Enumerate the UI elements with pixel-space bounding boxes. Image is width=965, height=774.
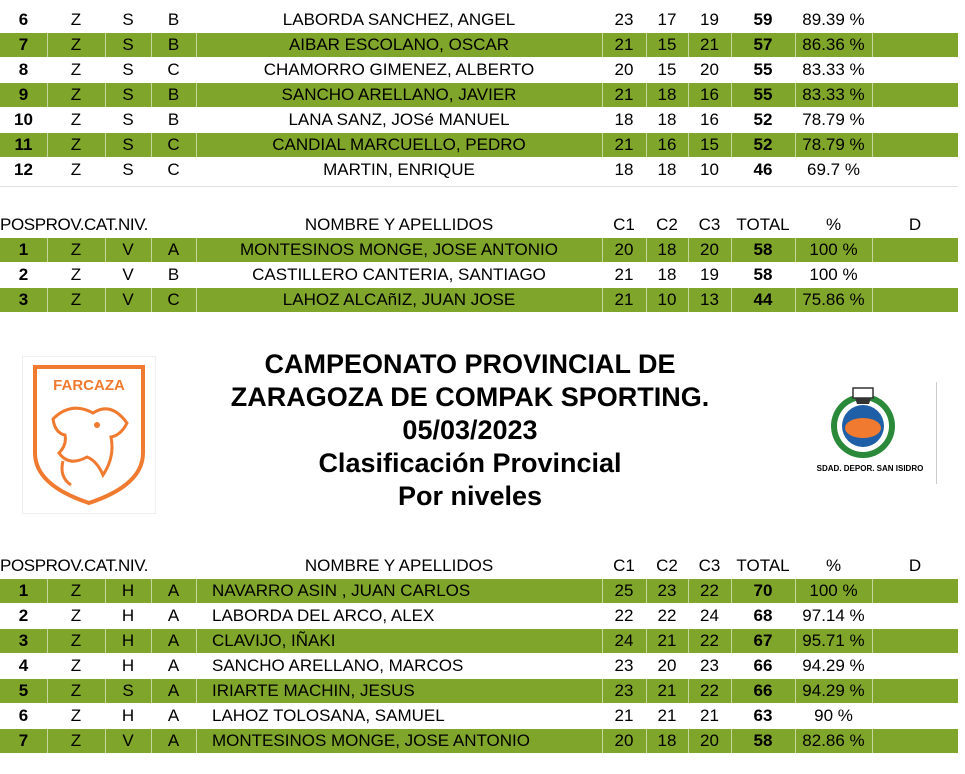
c1-cell: 20 [602, 238, 647, 262]
header-name: NOMBRE Y APELLIDOS [304, 556, 494, 575]
position-cell: 4 [18, 656, 29, 675]
total-cell: 55 [731, 83, 796, 107]
name-cell: SANCHO ARELLANO, MARCOS [212, 656, 464, 675]
province-cell: Z [70, 265, 82, 284]
table-row [0, 238, 958, 262]
table-row [0, 629, 958, 653]
position-cell: 9 [0, 83, 48, 107]
percent-cell: 100 % [809, 265, 858, 284]
category-cell: S [105, 83, 152, 107]
position-cell: 12 [14, 160, 33, 179]
c2-cell: 22 [657, 606, 677, 625]
category-cell: H [121, 606, 135, 625]
province-cell: Z [70, 706, 82, 725]
c2-cell: 18 [657, 110, 677, 129]
header-c3: C3 [698, 556, 721, 575]
total-cell: 58 [731, 729, 796, 753]
title-line-5: Por niveles [397, 481, 543, 511]
c2-cell: 23 [646, 579, 689, 603]
name-cell: LABORDA SANCHEZ, ANGEL [282, 10, 516, 29]
total-cell: 59 [753, 10, 773, 29]
name-cell: MONTESINOS MONGE, JOSE ANTONIO [196, 729, 603, 753]
category-cell: H [105, 629, 152, 653]
d-cell [872, 679, 958, 703]
logo-left-text: FARCAZA [53, 377, 125, 394]
level-cell: C [151, 133, 197, 157]
c1-cell: 21 [602, 33, 647, 57]
c3-cell: 16 [688, 83, 732, 107]
header-posprov: POSPROV.CAT.NIV. [0, 215, 148, 234]
table-row [0, 579, 958, 603]
logo-divider [936, 382, 937, 484]
province-cell: Z [70, 160, 82, 179]
middle-ranking-table [0, 238, 958, 312]
c1-cell: 23 [614, 10, 634, 29]
c2-cell: 21 [646, 629, 689, 653]
header-d: D [908, 556, 922, 575]
province-cell: Z [47, 629, 106, 653]
name-cell: NAVARRO ASIN , JUAN CARLOS [196, 579, 603, 603]
c3-cell: 20 [700, 60, 719, 79]
c3-cell: 24 [700, 606, 719, 625]
position-cell: 1 [0, 238, 48, 262]
farcaza-shield-icon [23, 357, 155, 513]
name-cell: IRIARTE MACHIN, JESUS [196, 679, 603, 703]
c3-cell: 19 [700, 265, 719, 284]
province-cell: Z [47, 133, 106, 157]
name-cell: MONTESINOS MONGE, JOSE ANTONIO [196, 238, 603, 262]
category-cell: V [105, 288, 152, 312]
position-cell: 3 [0, 288, 48, 312]
c2-cell: 18 [646, 729, 689, 753]
d-cell [872, 33, 958, 57]
d-cell [872, 288, 958, 312]
c1-cell: 21 [602, 133, 647, 157]
header-total: TOTAL [736, 215, 790, 234]
farcaza-logo [22, 356, 156, 514]
position-cell: 7 [0, 729, 48, 753]
province-cell: Z [47, 579, 106, 603]
category-cell: H [121, 706, 135, 725]
table-divider [0, 186, 958, 187]
category-cell: V [105, 238, 152, 262]
province-cell: Z [70, 606, 82, 625]
c3-cell: 15 [688, 133, 732, 157]
name-cell: LAHOZ TOLOSANA, SAMUEL [212, 706, 445, 725]
level-cell: A [167, 706, 180, 725]
name-cell: LANA SANZ, JOSé MANUEL [288, 110, 510, 129]
position-cell: 6 [18, 706, 29, 725]
d-cell [872, 704, 958, 728]
percent-cell: 69.7 % [807, 160, 860, 179]
c2-cell: 21 [657, 706, 677, 725]
header-c2: C2 [656, 215, 678, 234]
level-cell: B [167, 110, 180, 129]
percent-cell: 89.39 % [802, 10, 865, 29]
table-row [0, 263, 958, 287]
total-cell: 67 [731, 629, 796, 653]
province-cell: Z [70, 10, 82, 29]
c2-cell: 18 [657, 265, 677, 284]
top-ranking-table [0, 8, 958, 183]
level-cell: A [151, 579, 197, 603]
name-cell: CASTILLERO CANTERIA, SANTIAGO [252, 265, 546, 284]
total-cell: 63 [753, 706, 773, 725]
percent-cell: 83.33 % [795, 83, 873, 107]
position-cell: 10 [14, 110, 33, 129]
c3-cell: 22 [688, 629, 732, 653]
percent-cell: 75.86 % [795, 288, 873, 312]
c3-cell: 22 [688, 679, 732, 703]
category-cell: S [105, 133, 152, 157]
level-cell: A [167, 606, 180, 625]
category-cell: S [122, 60, 134, 79]
total-cell: 52 [731, 133, 796, 157]
level-cell: B [151, 83, 197, 107]
table-row [0, 108, 958, 132]
d-cell [872, 83, 958, 107]
d-cell [872, 58, 958, 82]
name-cell: CANDIAL MARCUELLO, PEDRO [196, 133, 603, 157]
c1-cell: 21 [602, 288, 647, 312]
middle-ranking-section [0, 213, 958, 313]
c3-cell: 23 [700, 656, 719, 675]
province-cell: Z [70, 656, 82, 675]
category-cell: S [105, 679, 152, 703]
position-cell: 11 [0, 133, 48, 157]
d-cell [872, 654, 958, 678]
category-cell: S [122, 160, 134, 179]
total-cell: 66 [753, 656, 773, 675]
header-c1: C1 [613, 215, 635, 234]
position-cell: 3 [0, 629, 48, 653]
province-cell: Z [70, 60, 82, 79]
percent-cell: 78.79 % [795, 133, 873, 157]
category-cell: S [122, 10, 134, 29]
level-cell: A [151, 679, 197, 703]
position-cell: 8 [18, 60, 29, 79]
table-row [0, 704, 958, 728]
d-cell [872, 263, 958, 287]
province-cell: Z [47, 729, 106, 753]
c1-cell: 20 [614, 60, 634, 79]
logo-right-text: SDAD. DEPOR. SAN ISIDRO [816, 464, 924, 473]
category-cell: S [122, 110, 134, 129]
percent-cell: 94.29 % [802, 656, 865, 675]
c3-cell: 20 [688, 729, 732, 753]
c1-cell: 18 [614, 110, 634, 129]
c2-cell: 18 [657, 160, 677, 179]
c1-cell: 18 [614, 160, 634, 179]
c3-cell: 20 [688, 238, 732, 262]
position-cell: 6 [18, 10, 29, 29]
title-date: 05/03/2023 [402, 415, 538, 445]
c3-cell: 13 [688, 288, 732, 312]
level-cell: B [151, 33, 197, 57]
c2-cell: 18 [646, 83, 689, 107]
d-cell [872, 729, 958, 753]
total-cell: 44 [731, 288, 796, 312]
table-row [0, 8, 958, 32]
percent-cell: 86.36 % [795, 33, 873, 57]
province-cell: Z [47, 33, 106, 57]
table-row [0, 654, 958, 678]
table-row [0, 679, 958, 703]
level-cell: A [151, 729, 197, 753]
total-cell: 57 [731, 33, 796, 57]
level-cell: A [151, 238, 197, 262]
bottom-ranking-section [0, 554, 958, 754]
level-cell: A [167, 656, 180, 675]
name-cell: LABORDA DEL ARCO, ALEX [212, 606, 435, 625]
position-cell: 1 [0, 579, 48, 603]
c1-cell: 23 [602, 679, 647, 703]
title-line-1: CAMPEONATO PROVINCIAL DE [264, 349, 676, 379]
c1-cell: 23 [614, 656, 634, 675]
c2-cell: 15 [646, 33, 689, 57]
c1-cell: 21 [614, 706, 634, 725]
title-line-2: ZARAGOZA DE COMPAK SPORTING. [230, 382, 710, 412]
header-c2: C2 [656, 556, 678, 575]
table-header [0, 213, 958, 237]
table-header [0, 554, 958, 578]
level-cell: B [167, 10, 180, 29]
bottom-ranking-table [0, 579, 958, 753]
d-cell [872, 108, 958, 132]
san-isidro-emblem-icon [803, 382, 937, 462]
total-cell: 52 [753, 110, 773, 129]
category-cell: V [105, 729, 152, 753]
percent-cell: 94.29 % [795, 679, 873, 703]
name-cell: MARTIN, ENRIQUE [323, 160, 475, 179]
c2-cell: 15 [657, 60, 677, 79]
championship-title [180, 348, 760, 513]
c3-cell: 21 [700, 706, 719, 725]
level-cell: C [167, 60, 180, 79]
table-row [0, 729, 958, 753]
total-cell: 46 [753, 160, 773, 179]
name-cell: LAHOZ ALCAñIZ, JUAN JOSE [196, 288, 603, 312]
c1-cell: 20 [602, 729, 647, 753]
category-cell: V [122, 265, 134, 284]
d-cell [872, 604, 958, 628]
table-row [0, 83, 958, 107]
c1-cell: 24 [602, 629, 647, 653]
c3-cell: 21 [688, 33, 732, 57]
name-cell: CLAVIJO, IÑAKI [196, 629, 603, 653]
percent-cell: 82.86 % [795, 729, 873, 753]
province-cell: Z [47, 238, 106, 262]
c1-cell: 22 [614, 606, 634, 625]
d-cell [872, 579, 958, 603]
category-cell: H [121, 656, 135, 675]
name-cell: CHAMORRO GIMENEZ, ALBERTO [263, 60, 535, 79]
level-cell: C [167, 160, 180, 179]
table-row [0, 604, 958, 628]
position-cell: 5 [0, 679, 48, 703]
level-cell: A [151, 629, 197, 653]
c3-cell: 10 [700, 160, 719, 179]
d-cell [872, 133, 958, 157]
category-cell: S [105, 33, 152, 57]
name-cell: SANCHO ARELLANO, JAVIER [196, 83, 603, 107]
d-cell [872, 158, 958, 182]
header-name: NOMBRE Y APELLIDOS [304, 215, 494, 234]
percent-cell: 95.71 % [795, 629, 873, 653]
province-cell: Z [47, 288, 106, 312]
c1-cell: 21 [602, 83, 647, 107]
table-row [0, 158, 958, 182]
san-isidro-logo [803, 382, 937, 482]
percent-cell: 97.14 % [802, 606, 865, 625]
c2-cell: 18 [646, 238, 689, 262]
header-pct: % [825, 556, 842, 575]
header-posprov: POSPROV.CAT.NIV. [0, 556, 148, 575]
d-cell [872, 8, 958, 32]
header-total: TOTAL [736, 556, 790, 575]
category-cell: H [105, 579, 152, 603]
name-cell: AIBAR ESCOLANO, OSCAR [196, 33, 603, 57]
position-cell: 2 [18, 265, 29, 284]
table-row [0, 133, 958, 157]
c3-cell: 16 [700, 110, 719, 129]
c3-cell: 22 [688, 579, 732, 603]
province-cell: Z [47, 679, 106, 703]
table-row [0, 33, 958, 57]
province-cell: Z [70, 110, 82, 129]
table-row [0, 288, 958, 312]
province-cell: Z [47, 83, 106, 107]
total-cell: 66 [731, 679, 796, 703]
c3-cell: 19 [700, 10, 719, 29]
c2-cell: 20 [657, 656, 677, 675]
d-cell [872, 238, 958, 262]
d-cell [872, 629, 958, 653]
percent-cell: 100 % [795, 238, 873, 262]
header-c3: C3 [698, 215, 721, 234]
percent-cell: 90 % [814, 706, 853, 725]
total-cell: 55 [753, 60, 773, 79]
level-cell: C [151, 288, 197, 312]
table-row [0, 58, 958, 82]
total-cell: 58 [731, 238, 796, 262]
position-cell: 7 [0, 33, 48, 57]
c2-cell: 21 [646, 679, 689, 703]
header-pct: % [825, 215, 842, 234]
percent-cell: 83.33 % [802, 60, 865, 79]
c2-cell: 17 [657, 10, 677, 29]
percent-cell: 78.79 % [802, 110, 865, 129]
c1-cell: 25 [602, 579, 647, 603]
total-cell: 68 [753, 606, 773, 625]
percent-cell: 100 % [795, 579, 873, 603]
position-cell: 2 [18, 606, 29, 625]
level-cell: B [167, 265, 180, 284]
header-d: D [908, 215, 922, 234]
total-cell: 58 [753, 265, 773, 284]
c2-cell: 10 [646, 288, 689, 312]
c1-cell: 21 [614, 265, 634, 284]
total-cell: 70 [731, 579, 796, 603]
c2-cell: 16 [646, 133, 689, 157]
title-line-4: Clasificación Provincial [318, 448, 622, 478]
header-c1: C1 [613, 556, 635, 575]
